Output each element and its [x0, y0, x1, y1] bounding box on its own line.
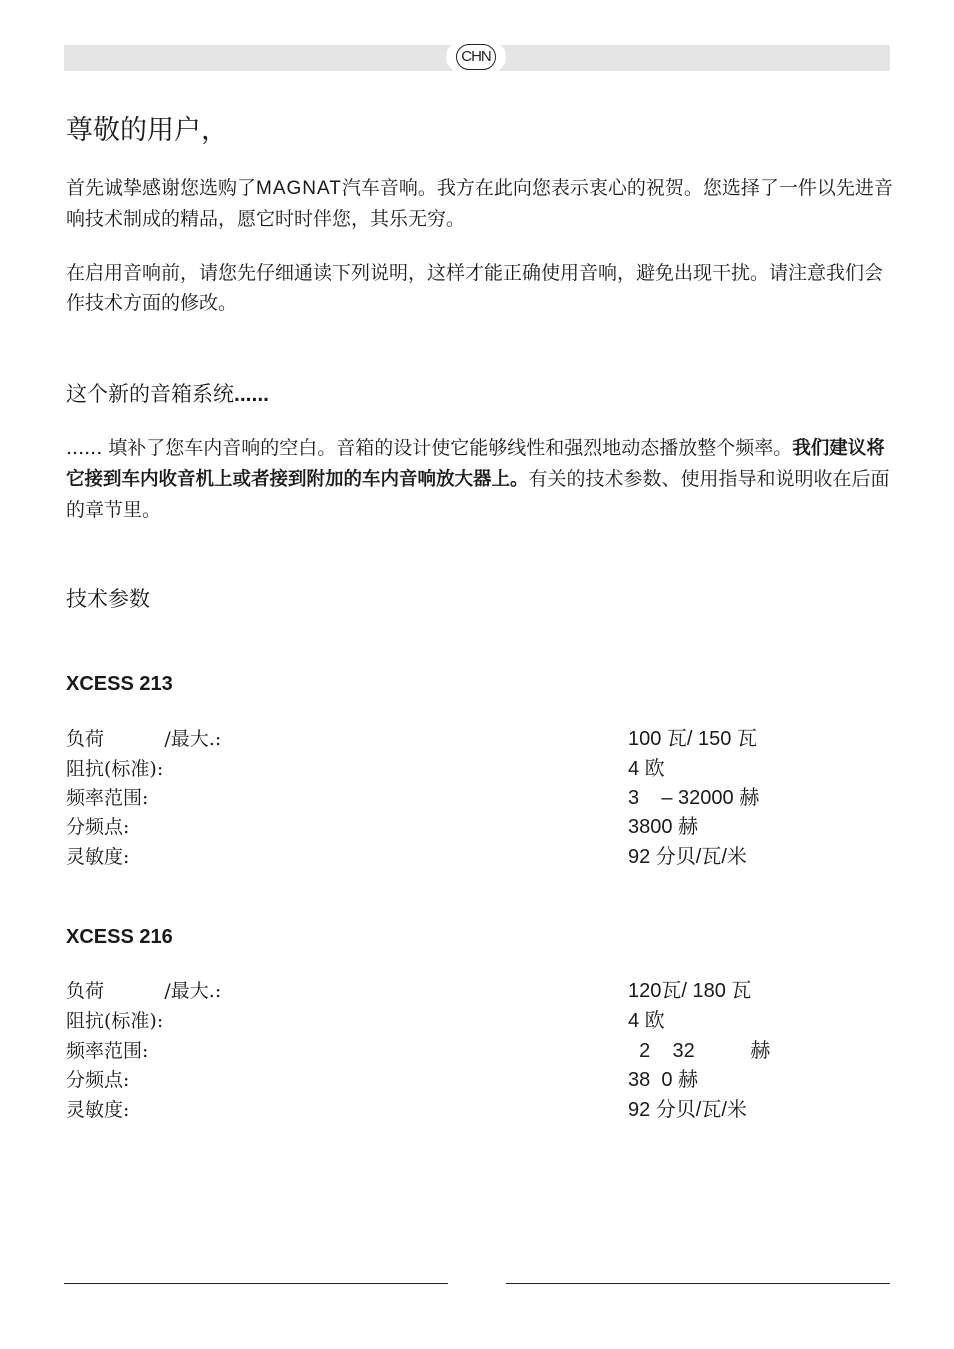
- system-recommendation: 我们建议将它接到车内收音机上或者接到附加的车内音响放大器上。: [66, 438, 885, 490]
- intro-text-start: 首先诚挚感谢您选购了: [66, 177, 257, 199]
- spec-value: 38 0 赫: [628, 1069, 699, 1091]
- spec-row: [66, 724, 896, 754]
- language-code: CHN: [456, 44, 496, 70]
- spec-value: 120瓦/ 180 瓦: [628, 980, 752, 1002]
- usage-notice-paragraph: 在启用音响前，请您先仔细通读下列说明，这样才能正确使用音响，避免出现干扰。请注意我们会作技术方面的修改。: [66, 262, 884, 314]
- model-name: XCESS 216: [66, 926, 173, 948]
- spec-row: [66, 754, 896, 784]
- brand-name: MAGNAT: [256, 178, 342, 199]
- spec-value: 100 瓦/ 150 瓦: [628, 728, 757, 750]
- spec-label: 负荷 /最大.:: [66, 728, 222, 750]
- spec-row: [66, 1065, 896, 1095]
- spec-row: [66, 1006, 896, 1036]
- spec-value: 92 分贝/瓦/米: [628, 846, 747, 868]
- spec-row: [66, 1036, 896, 1066]
- model-name: XCESS 213: [66, 673, 173, 695]
- spec-value: 4 欧: [628, 758, 665, 780]
- system-text-start: ...... 填补了您车内音响的空白。音箱的设计使它能够线性和强烈地动态播放整个频率。: [66, 437, 793, 459]
- system-text-end: 有关的技术参数、使用指导和说明收在后面的章节里。: [66, 468, 890, 521]
- system-description-paragraph: [66, 433, 896, 525]
- spec-row: [66, 842, 896, 872]
- spec-row: [66, 812, 896, 842]
- spec-label: 分频点:: [66, 816, 130, 838]
- spec-value: 2 32 赫: [628, 1040, 771, 1062]
- intro-text-end: 汽车音响。我方在此向您表示衷心的祝贺。您选择了一件以先进音响技术制成的精品，愿它时时伴您，其乐无穷。: [66, 177, 893, 230]
- spec-value: 3 – 32000 赫: [628, 787, 760, 809]
- spec-label: 分频点:: [66, 1069, 130, 1091]
- system-heading-dots: ......: [234, 383, 270, 406]
- spec-row: [66, 783, 896, 813]
- intro-paragraph: [66, 173, 896, 234]
- system-heading-text: 这个新的音箱系统: [66, 382, 234, 406]
- footer-rule-left: [64, 1283, 448, 1284]
- spec-row: [66, 976, 896, 1006]
- spec-label: 灵敏度:: [66, 1099, 130, 1121]
- language-badge: [446, 41, 506, 73]
- spec-label: 灵敏度:: [66, 846, 130, 868]
- spec-value: 3800 赫: [628, 816, 699, 838]
- footer-rule-right: [506, 1283, 890, 1284]
- spec-row: [66, 1095, 896, 1125]
- system-heading: [66, 378, 269, 408]
- spec-label: 阻抗(标准):: [66, 758, 164, 780]
- specs-heading: 技术参数: [66, 587, 150, 611]
- spec-value: 92 分贝/瓦/米: [628, 1099, 747, 1121]
- spec-label: 负荷 /最大.:: [66, 980, 222, 1002]
- spec-label: 阻抗(标准):: [66, 1010, 164, 1032]
- greeting-title: 尊敬的用户，: [66, 115, 228, 146]
- spec-label: 频率范围:: [66, 1040, 149, 1062]
- spec-value: 4 欧: [628, 1010, 665, 1032]
- spec-label: 频率范围:: [66, 787, 149, 809]
